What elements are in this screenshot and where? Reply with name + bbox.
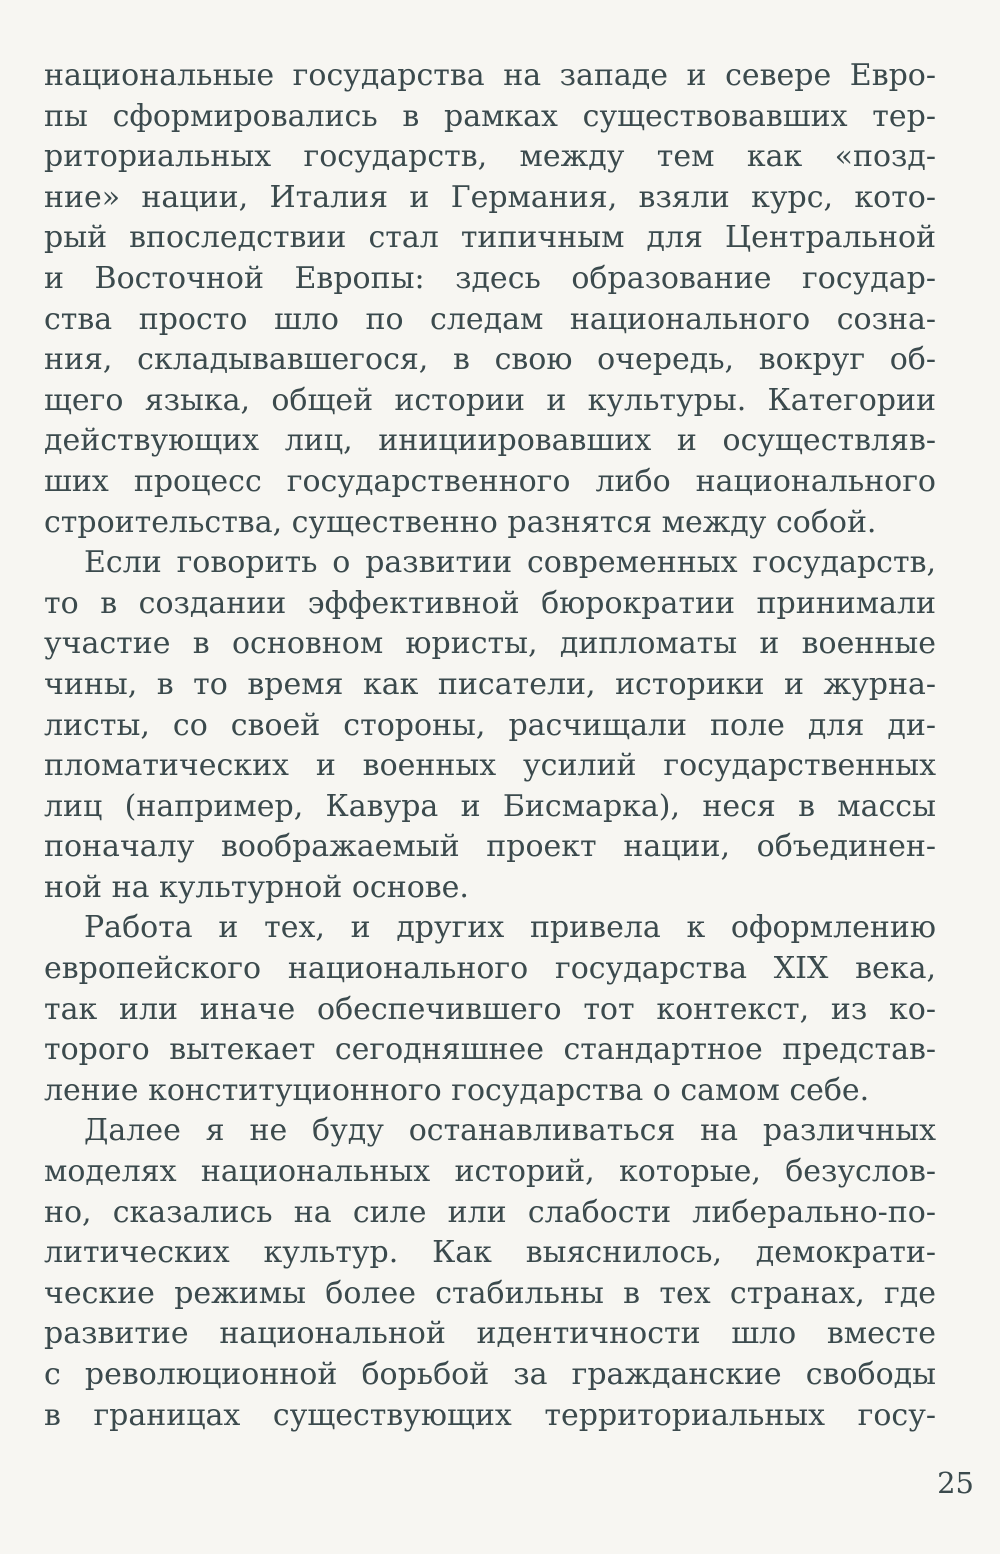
text-line: Работа и тех, и других привела к оформлению	[84, 910, 936, 946]
text-line: лиц (например, Кавура и Бисмарка), неся в массы	[44, 788, 936, 824]
text-line: торого вытекает сегодняшнее стандартное представ-	[44, 1032, 936, 1068]
text-line: то в создании эффективной бюрократии принимали	[44, 585, 936, 621]
body-text	[44, 56, 936, 1436]
text-line: моделях национальных историй, которые, безуслов-	[44, 1154, 936, 1190]
text-line: поначалу воображаемый проект нации, объединен-	[44, 829, 936, 865]
text-line: листы, со своей стороны, расчищали поле для ди-	[44, 707, 936, 743]
text-line: ческие режимы более стабильны в тех странах, где	[44, 1275, 936, 1311]
page-number: 25	[937, 1466, 974, 1500]
text-line: ства просто шло по следам национального созна-	[44, 301, 936, 337]
text-line: литических культур. Как выяснилось, демократи-	[44, 1235, 936, 1271]
text-line: щего языка, общей истории и культуры. Категории	[44, 382, 936, 418]
text-line: риториальных государств, между тем как «позд-	[44, 139, 936, 175]
text-line: действующих лиц, инициировавших и осуществляв-	[44, 423, 936, 459]
text-line: ние» нации, Италия и Германия, взяли курс, кото-	[44, 179, 936, 215]
text-line: и Восточной Европы: здесь образование государ-	[44, 260, 936, 296]
text-line: чины, в то время как писатели, историки и журна-	[44, 666, 936, 702]
text-line: рый впоследствии стал типичным для Центральной	[44, 220, 936, 256]
text-line: ной на культурной основе.	[44, 869, 469, 905]
text-line: пы сформировались в рамках существовавших тер-	[44, 98, 936, 134]
text-line: строительства, существенно разнятся между собой.	[44, 504, 877, 540]
text-line: ших процесс государственного либо национального	[44, 463, 936, 499]
text-line: Далее я не буду останавливаться на различных	[84, 1113, 936, 1149]
text-line: развитие национальной идентичности шло вместе	[44, 1316, 936, 1352]
text-line: пломатических и военных усилий государственных	[44, 748, 936, 784]
text-line: ния, складывавшегося, в свою очередь, вокруг об-	[44, 342, 936, 378]
text-line: участие в основном юристы, дипломаты и военные	[44, 626, 936, 662]
text-line: национальные государства на западе и севере Евро-	[44, 58, 936, 93]
text-line: ление конституционного государства о самом себе.	[44, 1072, 870, 1108]
text-line: европейского национального государства XIX века,	[44, 951, 936, 987]
text-line: с революционной борьбой за гражданские свободы	[44, 1357, 936, 1392]
text-line: в границах существующих территориальных госу-	[44, 1397, 936, 1433]
text-line: так или иначе обеспечившего тот контекст, из ко-	[44, 991, 936, 1027]
text-line: Если говорить о развитии современных государств,	[84, 545, 936, 581]
text-line: но, сказались на силе или слабости либерально-по-	[44, 1194, 936, 1230]
